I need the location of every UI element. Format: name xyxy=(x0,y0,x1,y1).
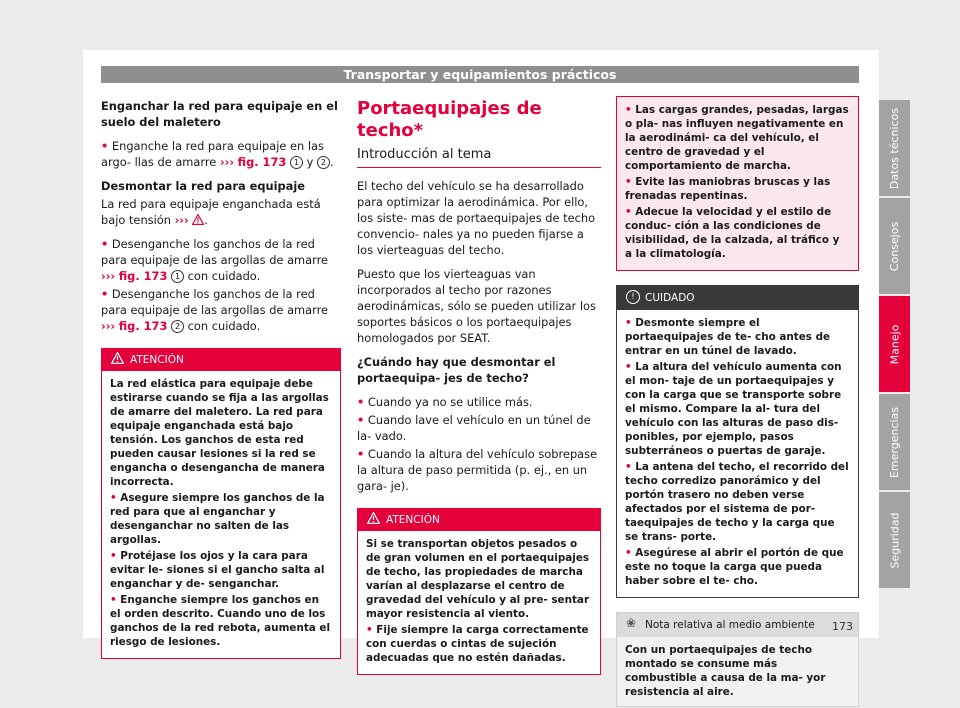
leaf-icon: ❀ xyxy=(626,616,637,630)
warning-item: • Fije siempre la carga correctamente con cuerdas o cintas de sujeción adecuadas que no estén dañadas. xyxy=(366,624,589,664)
figure-link[interactable]: fig. 173 xyxy=(118,269,168,283)
tab-consejos[interactable]: Consejos xyxy=(879,198,910,294)
tab-manejo[interactable]: Manejo xyxy=(879,296,910,392)
heading-cuando: ¿Cuándo hay que desmontar el portaequipa- jes de techo? xyxy=(357,355,556,385)
tab-emergencias[interactable]: Emergencias xyxy=(879,394,910,490)
heading-desmontar: Desmontar la red para equipaje xyxy=(101,179,305,193)
column-middle xyxy=(357,98,601,675)
tab-datos-tecnicos[interactable]: Datos técnicos xyxy=(879,100,910,196)
warning-item: • Asegure siempre los ganchos de la red para que al enganchar y desenganchar no salten de las argollas. xyxy=(110,492,325,546)
warning-item: • Protéjase los ojos y la cara para evitar le- siones si el gancho salta al enganchar y de- senganchar. xyxy=(110,550,325,590)
tab-seguridad[interactable]: Seguridad xyxy=(879,492,910,588)
caution-item: • Desmonte siempre el portaequipajes de te- cho antes de entrar en un túnel de lavado. xyxy=(625,317,831,357)
warning-item: • Adecue la velocidad y el estilo de conduc- ción a las condiciones de visibilidad, de la calzada, al tráfico y a la climatología. xyxy=(625,206,840,260)
callout-2: 2 xyxy=(317,156,330,169)
warning-item: • Las cargas grandes, pesadas, largas o pla- nas influyen negativamente en la aerodinámi- ca del vehículo, el centro de gravedad y el comportamiento de marcha. xyxy=(625,104,849,172)
warning-continued-box xyxy=(616,96,859,271)
callout-2: 2 xyxy=(171,320,184,333)
warning-box xyxy=(357,508,601,675)
warning-header: ATENCIÓN xyxy=(102,349,340,371)
callout-1: 1 xyxy=(171,270,184,283)
page-number: 173 xyxy=(832,620,853,633)
figure-link[interactable]: fig. 173 xyxy=(118,319,168,333)
warning-triangle-icon xyxy=(192,214,204,225)
list-item: • Cuando ya no se utilice más. xyxy=(357,395,533,409)
step-desenganchar-2: • Desenganche los ganchos de la red para equipaje de las argollas de amarre ››› fig. 173 2 con cuidado. xyxy=(101,287,329,333)
exclamation-circle-icon: ! xyxy=(626,290,640,304)
caution-item: • La altura del vehículo aumenta con el mon- taje de un portaequipajes y con la carga que se transporte sobre el mismo. Compare la al- tura del vehículo con las alturas de paso dis- ponibles, por ejemplo, pasos subterráneos o puertas de garaje. xyxy=(625,361,842,457)
intro-desmontar: La red para equipaje enganchada está bajo tensión ››› . xyxy=(101,197,321,227)
paragraph: El techo del vehículo se ha desarrollado para optimizar la aerodinámica. Por ello, los siste- mas de portaequipajes de techo convencio- nales ya no pueden fijarse a los vierteaguas del techo. xyxy=(357,179,596,257)
environment-note-box xyxy=(616,612,859,707)
warning-item: • Enganche siempre los ganchos en el orden descrito. Cuando uno de los ganchos de la red rebota, aumenta el riesgo de lesiones. xyxy=(110,594,331,648)
environment-note-text: Con un portaequipajes de techo montado se consume más combustible a causa de la ma- yor resistencia al aire. xyxy=(625,644,826,698)
arrow-icon: ››› xyxy=(174,213,189,227)
environment-note-header: ❀ Nota relativa al medio ambiente xyxy=(617,613,858,637)
caution-header: ! CUIDADO xyxy=(617,286,858,310)
list-item: • Cuando lave el vehículo en un túnel de la- vado. xyxy=(357,413,591,443)
heading-enganchar: Enganchar la red para equipaje en el suelo del maletero xyxy=(101,99,338,129)
list-item: • Cuando la altura del vehículo sobrepase la altura de paso permitida (p. ej., en un gara- je). xyxy=(357,447,598,493)
step-desenganchar-1: • Desenganche los ganchos de la red para equipaje de las argollas de amarre ››› fig. 173 1 con cuidado. xyxy=(101,237,329,283)
caution-box xyxy=(616,285,859,598)
caution-item: • La antena del techo, el recorrido del techo corredizo panorámico y del portón trasero no deben verse afectados por el sistema de por- taequipajes de techo y la carga que se trans- porte. xyxy=(625,461,849,543)
warning-box xyxy=(101,348,341,659)
figure-link[interactable]: fig. 173 xyxy=(237,155,287,169)
warning-item: • Evite las maniobras bruscas y las frenadas repentinas. xyxy=(625,176,831,202)
arrow-icon: ››› xyxy=(101,319,116,333)
step-enganchar: • Enganche la red para equipaje en las argo- llas de amarre ››› fig. 173 1 y 2 . xyxy=(101,139,334,169)
column-left xyxy=(101,98,341,659)
caution-item: • Asegúrese al abrir el portón de que este no toque la carga que pueda haber sobre el te- cho. xyxy=(625,547,844,587)
section-subtitle: Introducción al tema xyxy=(357,146,601,168)
column-right xyxy=(616,96,859,707)
section-title: Portaequipajes de techo* xyxy=(357,98,542,141)
warning-header: ATENCIÓN xyxy=(358,509,600,531)
warning-triangle-icon xyxy=(111,352,124,364)
paragraph: Puesto que los vierteaguas van incorporados al techo por razones aerodinámicas, sólo se pueden utilizar los soportes básicos o los portaequipajes homologados por SEAT. xyxy=(357,267,596,345)
arrow-icon: ››› xyxy=(219,155,235,169)
arrow-icon: ››› xyxy=(101,269,116,283)
warning-text: La red elástica para equipaje debe estirarse cuando se fija a las argollas de amarre del maletero. La red para equipaje enganchada está bajo tensión. Los ganchos de esta red pueden causar lesiones si la red se engancha o desengancha de manera incorrecta. xyxy=(110,378,329,488)
warning-text: Si se transportan objetos pesados o de gran volumen en el portaequipajes de techo, las propiedades de marcha varían al desplazarse el centro de gravedad del vehículo y al pre- sentar mayor resistencia al viento. xyxy=(366,538,590,620)
page-header: Transportar y equipamientos prácticos xyxy=(101,66,859,83)
warning-triangle-icon xyxy=(367,512,380,524)
callout-1: 1 xyxy=(290,156,303,169)
